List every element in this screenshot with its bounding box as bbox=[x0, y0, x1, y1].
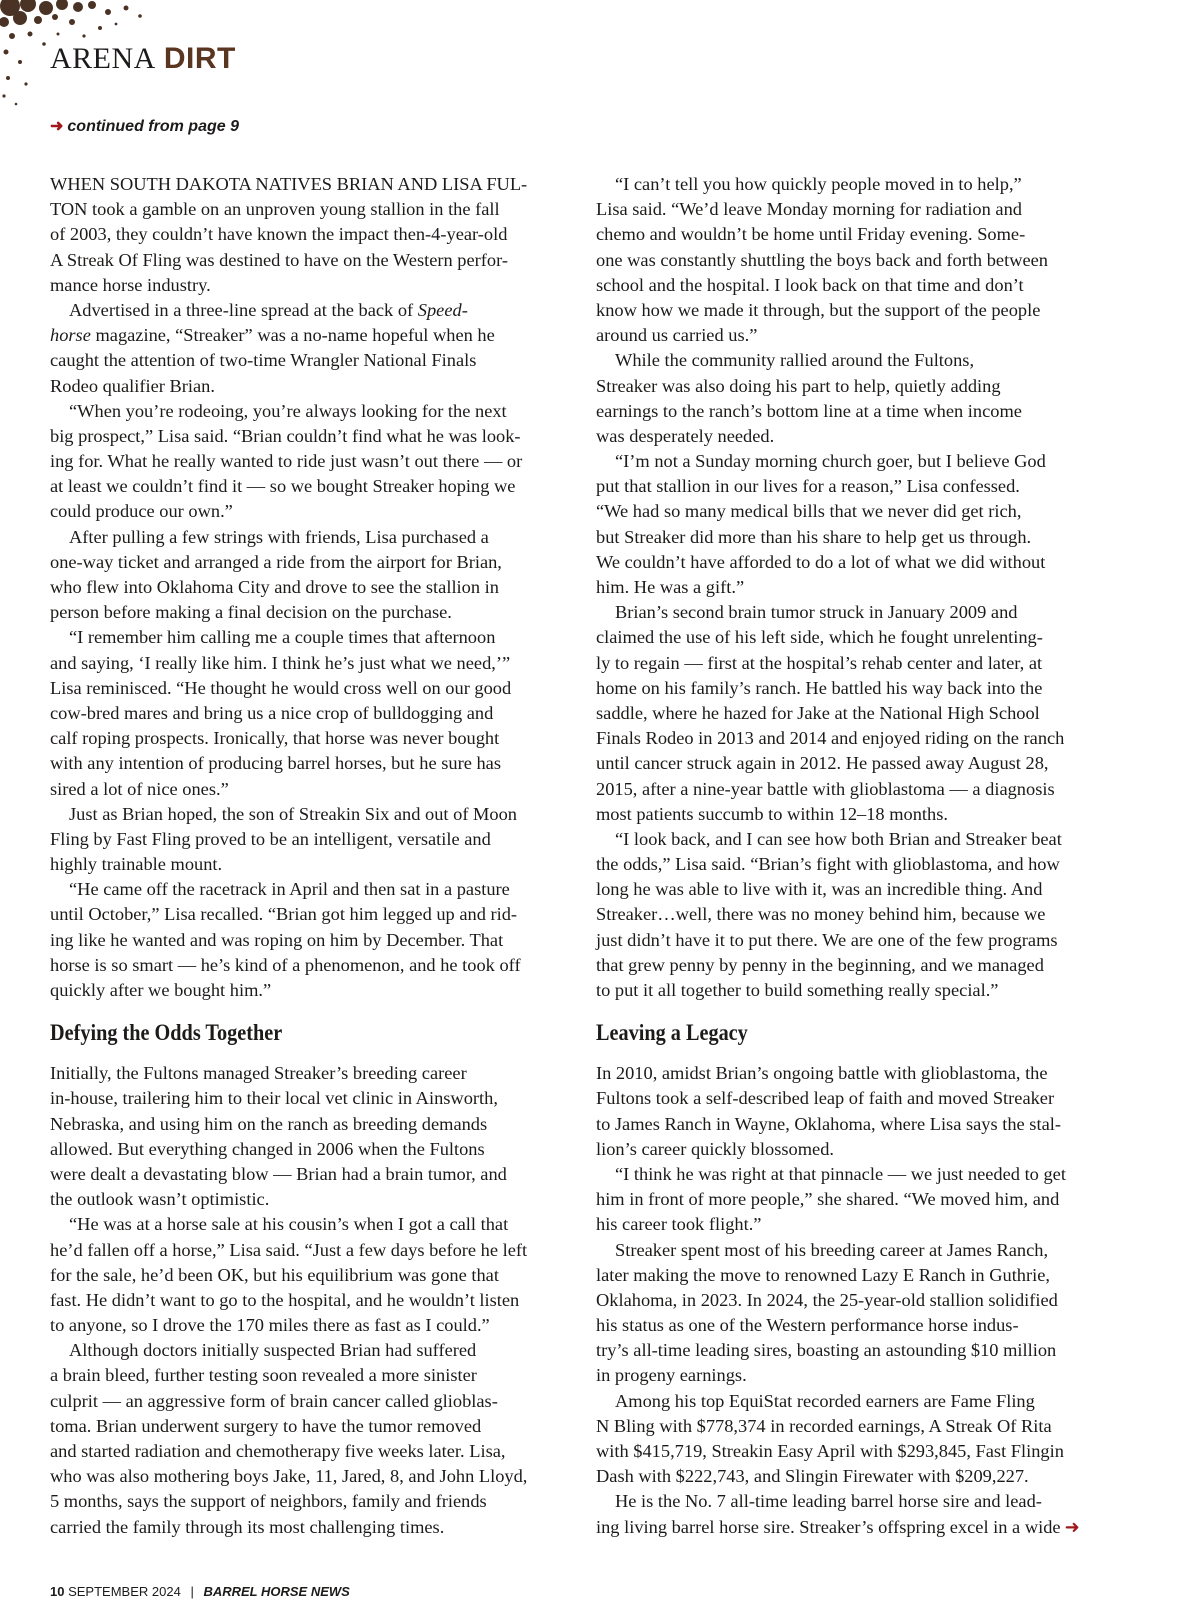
subheading-defying-the-odds: Defying the Odds Together bbox=[50, 1020, 283, 1046]
text-line: Just as Brian hoped, the son of Streakin Six and out of Moon bbox=[69, 803, 517, 824]
article-body-left bbox=[50, 399, 565, 1004]
text-line: Oklahoma, in 2023. In 2024, the 25-year-old stallion solidified bbox=[596, 1289, 1058, 1310]
text-run: Advertised in a three-line spread at the back of bbox=[69, 299, 418, 320]
text-line: that grew penny by penny in the beginning, and we managed bbox=[596, 954, 1044, 975]
text-line: Fultons took a self-described leap of faith and moved Streaker bbox=[596, 1088, 1055, 1109]
section-title-word-2: DIRT bbox=[163, 42, 236, 75]
section-title bbox=[50, 42, 236, 76]
text-line: could produce our own.” bbox=[50, 501, 233, 522]
text-line: know how we made it through, but the support of the people bbox=[596, 299, 1041, 320]
text-line: his status as one of the Western performance horse indus- bbox=[596, 1315, 1019, 1336]
text-line: school and the hospital. I look back on that time and don’t bbox=[596, 274, 1024, 295]
text-line: Streaker spent most of his breeding career at James Ranch, bbox=[615, 1239, 1049, 1260]
text-line: until October,” Lisa recalled. “Brian got him legged up and rid- bbox=[50, 904, 518, 925]
intro-paragraph bbox=[50, 172, 565, 298]
text-line: to James Ranch in Wayne, Oklahoma, where Lisa says the stal- bbox=[596, 1113, 1061, 1134]
text-line: Lisa reminisced. “He thought he would cross well on our good bbox=[50, 677, 512, 698]
text-line: “He was at a horse sale at his cousin’s when I got a call that bbox=[69, 1214, 509, 1235]
text-line: “I think he was right at that pinnacle — we just needed to get bbox=[615, 1163, 1066, 1184]
text-line bbox=[50, 323, 565, 348]
text-line: Brian’s second brain tumor struck in January 2009 and bbox=[615, 602, 1018, 623]
text-line: 5 months, says the support of neighbors, family and friends bbox=[50, 1491, 487, 1512]
text-line: in-house, trailering him to their local vet clinic in Ainsworth, bbox=[50, 1088, 498, 1109]
text-line: mance horse industry. bbox=[50, 274, 211, 295]
continued-text: continued from page 9 bbox=[67, 118, 239, 135]
magazine-name-italic: horse bbox=[50, 325, 91, 346]
text-line: “I’m not a Sunday morning church goer, but I believe God bbox=[615, 451, 1046, 472]
text-line: saddle, where he hazed for Jake at the National High School bbox=[596, 702, 1040, 723]
text-line: horse is so smart — he’s kind of a phenomenon, and he took off bbox=[50, 954, 521, 975]
text-run: magazine, “Streaker” was a no-name hopeful when he bbox=[90, 325, 495, 346]
text-line: “We had so many medical bills that we never did get rich, bbox=[596, 501, 1022, 522]
text-line: WHEN SOUTH DAKOTA NATIVES BRIAN AND LISA FUL- bbox=[50, 174, 528, 194]
text-line: him in front of more people,” she shared. “We moved him, and bbox=[596, 1189, 1060, 1210]
text-line: “When you’re rodeoing, you’re always looking for the next bbox=[69, 400, 507, 421]
paragraph-continuation bbox=[50, 348, 565, 398]
text-line: “I can’t tell you how quickly people moved in to help,” bbox=[615, 174, 1022, 194]
text-line: fast. He didn’t want to go to the hospital, and he wouldn’t listen bbox=[50, 1289, 520, 1310]
text-line: him. He was a gift.” bbox=[596, 577, 745, 597]
text-line: “He came off the racetrack in April and then sat in a pasture bbox=[69, 879, 510, 900]
continued-arrow-icon: ➜ bbox=[1064, 1516, 1080, 1538]
text-line: one-way ticket and arranged a ride from the airport for Brian, bbox=[50, 551, 502, 572]
text-line: who flew into Oklahoma City and drove to see the stallion in bbox=[50, 577, 499, 597]
text-line: Fling by Fast Fling proved to be an intelligent, versatile and bbox=[50, 828, 491, 849]
subheading-leaving-a-legacy: Leaving a Legacy bbox=[596, 1020, 748, 1046]
text-line: Streaker…well, there was no money behind him, because we bbox=[596, 904, 1046, 925]
text-line: put that stallion in our lives for a reason,” Lisa confessed. bbox=[596, 476, 1020, 497]
text-line: TON took a gamble on an unproven young stallion in the fall bbox=[50, 199, 500, 220]
magazine-name-italic: Speed- bbox=[417, 299, 468, 320]
text-line: a brain bleed, further testing soon revealed a more sinister bbox=[50, 1365, 477, 1386]
text-line: Finals Rodeo in 2013 and 2014 and enjoyed riding on the ranch bbox=[596, 728, 1065, 749]
text-line: earnings to the ranch’s bottom line at a time when income bbox=[596, 400, 1022, 421]
text-line: Nebraska, and using him on the ranch as breeding demands bbox=[50, 1113, 488, 1134]
text-run: ing living barrel horse sire. Streaker’s offspring excel in a wide bbox=[596, 1516, 1061, 1537]
text-line: home on his family’s ranch. He battled his way back into the bbox=[596, 677, 1043, 698]
text-line: one was constantly shuttling the boys back and forth between bbox=[596, 249, 1048, 270]
text-line: sired a lot of nice ones.” bbox=[50, 778, 229, 799]
text-line: Lisa said. “We’d leave Monday morning for radiation and bbox=[596, 199, 1022, 220]
text-line: claimed the use of his left side, which he fought unrelenting- bbox=[596, 627, 1043, 648]
text-line: ing like he wanted and was roping on him by December. That bbox=[50, 929, 504, 950]
text-line: and started radiation and chemotherapy five weeks later. Lisa, bbox=[50, 1441, 506, 1461]
text-line: Rodeo qualifier Brian. bbox=[50, 375, 215, 396]
text-line: his career took flight.” bbox=[596, 1214, 762, 1235]
text-line: with any intention of producing barrel horses, but he sure has bbox=[50, 753, 501, 774]
article-section-left bbox=[50, 1061, 565, 1540]
text-line: he’d fallen off a horse,” Lisa said. “Just a few days before he left bbox=[50, 1239, 528, 1260]
text-line: “I look back, and I can see how both Brian and Streaker beat bbox=[615, 828, 1062, 849]
text-line: caught the attention of two-time Wrangler National Finals bbox=[50, 350, 477, 371]
text-line: ing for. What he really wanted to ride just wasn’t out there — or bbox=[50, 451, 523, 472]
text-line: to put it all together to build something really special.” bbox=[596, 980, 999, 1000]
text-line: quickly after we bought him.” bbox=[50, 980, 272, 1000]
text-line: Streaker was also doing his part to help, quietly adding bbox=[596, 375, 1001, 396]
left-column bbox=[50, 172, 565, 1540]
section-title-word-1: ARENA bbox=[50, 42, 156, 75]
text-line: long he was able to live with it, was an incredible thing. And bbox=[596, 879, 1043, 900]
text-line: was desperately needed. bbox=[596, 425, 775, 446]
text-line: for the sale, he’d been OK, but his equilibrium was gone that bbox=[50, 1264, 499, 1285]
text-line: around us carried us.” bbox=[596, 325, 758, 346]
text-line: big prospect,” Lisa said. “Brian couldn’t find what he was look- bbox=[50, 425, 521, 446]
text-line: of 2003, they couldn’t have known the impact then-4-year-old bbox=[50, 224, 508, 245]
text-line: the outlook wasn’t optimistic. bbox=[50, 1189, 270, 1210]
article-section-right bbox=[596, 1061, 1111, 1514]
text-line: highly trainable mount. bbox=[50, 854, 223, 875]
text-line: try’s all-time leading sires, boasting an astounding $10 million bbox=[596, 1340, 1057, 1361]
text-line: lion’s career quickly blossomed. bbox=[596, 1138, 835, 1159]
text-line: cow-bred mares and bring us a nice crop of bulldogging and bbox=[50, 702, 494, 723]
page-footer bbox=[50, 1584, 350, 1599]
text-line: toma. Brian underwent surgery to have the tumor removed bbox=[50, 1415, 482, 1436]
text-line: ly to regain — first at the hospital’s rehab center and later, at bbox=[596, 652, 1043, 673]
page-number: 10 bbox=[50, 1584, 65, 1599]
text-line bbox=[50, 298, 565, 323]
text-line: chemo and wouldn’t be home until Friday evening. Some- bbox=[596, 224, 1026, 245]
text-line: Among his top EquiStat recorded earners are Fame Fling bbox=[615, 1390, 1035, 1411]
issue-date: SEPTEMBER 2024 bbox=[68, 1584, 181, 1599]
text-line: We couldn’t have afforded to do a lot of what we did without bbox=[596, 551, 1046, 572]
text-line: in progeny earnings. bbox=[596, 1365, 747, 1386]
text-line: who was also mothering boys Jake, 11, Jared, 8, and John Lloyd, bbox=[50, 1466, 528, 1487]
text-line: Initially, the Fultons managed Streaker’s breeding career bbox=[50, 1063, 467, 1084]
text-line: allowed. But everything changed in 2006 when the Fultons bbox=[50, 1138, 485, 1159]
text-line: Although doctors initially suspected Brian had suffered bbox=[69, 1340, 477, 1361]
text-line: He is the No. 7 all-time leading barrel horse sire and lead- bbox=[615, 1491, 1042, 1512]
text-line: person before making a final decision on the purchase. bbox=[50, 602, 452, 623]
arrow-right-icon: ➜ bbox=[50, 118, 64, 135]
text-line: In 2010, amidst Brian’s ongoing battle with glioblastoma, the bbox=[596, 1063, 1048, 1084]
right-column bbox=[596, 172, 1111, 1540]
magazine-title: BARREL HORSE NEWS bbox=[203, 1584, 350, 1599]
text-line: later making the move to renowned Lazy E Ranch in Guthrie, bbox=[596, 1264, 1051, 1285]
text-line: and saying, ‘I really like him. I think he’s just what we need,’” bbox=[50, 652, 511, 673]
text-line: the odds,” Lisa said. “Brian’s fight with glioblastoma, and how bbox=[596, 854, 1060, 875]
text-line: were dealt a devastating blow — Brian had a brain tumor, and bbox=[50, 1163, 507, 1184]
text-line: at least we couldn’t find it — so we bought Streaker hoping we bbox=[50, 476, 516, 497]
text-line: carried the family through its most challenging times. bbox=[50, 1516, 445, 1537]
text-line: with $415,719, Streakin Easy April with $293,845, Fast Flingin bbox=[596, 1441, 1064, 1461]
text-line: calf roping prospects. Ironically, that horse was never bought bbox=[50, 728, 500, 749]
footer-separator: | bbox=[190, 1584, 194, 1599]
text-line: to anyone, so I drove the 170 miles there as fast as I could.” bbox=[50, 1315, 490, 1336]
text-line: While the community rallied around the Fultons, bbox=[615, 350, 975, 371]
text-line: After pulling a few strings with friends, Lisa purchased a bbox=[69, 526, 489, 547]
text-line: until cancer struck again in 2012. He passed away August 28, bbox=[596, 753, 1049, 774]
text-line: “I remember him calling me a couple times that afternoon bbox=[69, 627, 496, 648]
article-body-right bbox=[596, 172, 1111, 1003]
text-line: most patients succumb to within 12–18 months. bbox=[596, 803, 948, 824]
continued-from-note bbox=[50, 116, 239, 136]
text-line: Dash with $222,743, and Slingin Firewater with $209,227. bbox=[596, 1466, 1029, 1487]
text-line: just didn’t have it to put there. We are one of the few programs bbox=[596, 929, 1058, 950]
text-line: N Bling with $778,374 in recorded earnings, A Streak Of Rita bbox=[596, 1415, 1052, 1436]
text-line-last bbox=[596, 1515, 1111, 1540]
text-line: 2015, after a nine-year battle with glioblastoma — a diagnosis bbox=[596, 778, 1055, 799]
text-line: but Streaker did more than his share to help get us through. bbox=[596, 526, 1032, 547]
text-line: A Streak Of Fling was destined to have on the Western perfor- bbox=[50, 249, 508, 270]
text-line: culprit — an aggressive form of brain cancer called glioblas- bbox=[50, 1390, 498, 1411]
